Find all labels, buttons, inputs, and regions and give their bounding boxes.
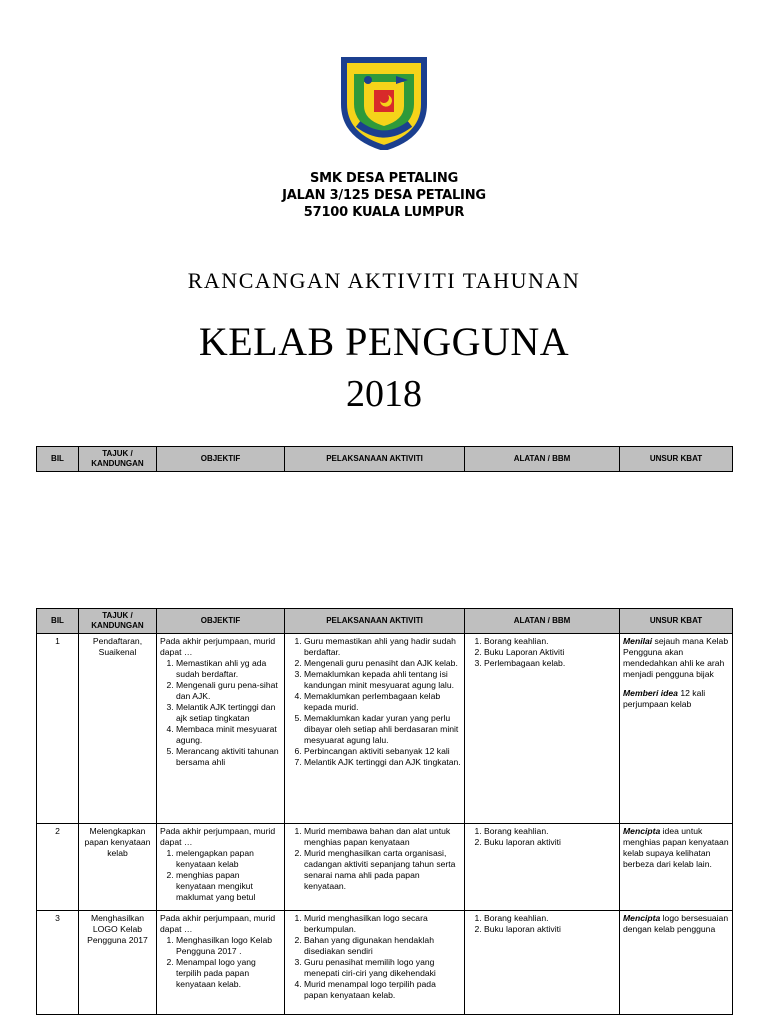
col-header-objektif: OBJEKTIF [157,447,285,472]
list-item: 2. Menampal logo yang terpilih pada papan kenyataan kelab. [176,957,281,990]
table-row [37,824,733,911]
list-item: 2. Bahan yang digunakan hendaklah disediakan sendiri [304,935,461,957]
kbat-text: idea untuk menghias papan kenyataan kelab supaya kelihatan berbeza dari kelab lain. [623,826,729,869]
col-header-pelaksanaan: PELAKSANAAN AKTIVITI [285,609,465,634]
list-item: 4. Membaca minit mesyuarat agung. [176,724,281,746]
list-item: 3. Perlembagaan kelab. [484,658,616,669]
document-year: 2018 [346,373,422,415]
col-header-bil: BIL [37,447,79,472]
objektif-intro: Pada akhir perjumpaan, murid dapat … [160,826,276,847]
school-name: SMK DESA PETALING [309,171,459,186]
row-pelaksanaan [285,634,465,824]
activity-table [36,608,733,1015]
list-item: 4. Murid menampal logo terpilih pada papan kenyataan kelab. [304,979,461,1001]
objektif-intro: Pada akhir perjumpaan, murid dapat … [160,636,276,657]
row-tajuk: Pendaftaran, Suaikenal [79,634,157,824]
list-item: 2. Murid menghasilkan carta organisasi, cadangan aktiviti sepanjang tahun serta senarai nama ahli pada papan kenyataan. [304,848,461,892]
row-alatan [465,634,620,824]
kbat-text: logo bersesuaian dengan kelab pengguna [623,913,729,934]
list-item: 5. Merancang aktiviti tahunan bersama ahli [176,746,281,768]
row-objektif [157,634,285,824]
list-item: 1. Murid menghasilkan logo secara berkumpulan. [304,913,461,935]
col-header-alatan: ALATAN / BBM [465,447,620,472]
list-item: 3. Melantik AJK tertinggi dan ajk setiap tingkatan [176,702,281,724]
kbat-key: Menilai [623,636,653,646]
row-kbat [620,824,733,911]
row-alatan [465,824,620,911]
row-objektif [157,824,285,911]
col-header-pelaksanaan: PELAKSANAAN AKTIVITI [285,447,465,472]
col-header-tajuk: TAJUK / KANDUNGAN [79,447,157,472]
kbat-key: Memberi idea [623,688,678,698]
row-kbat [620,911,733,1015]
list-item: 1. Memastikan ahli yg ada sudah berdaftar. [176,658,281,680]
school-address-line2: 57100 KUALA LUMPUR [303,205,465,220]
col-header-bil: BIL [37,609,79,634]
row-bil: 1 [37,634,79,824]
header-table-top [36,446,733,472]
col-header-tajuk: TAJUK / KANDUNGAN [79,609,157,634]
objektif-intro: Pada akhir perjumpaan, murid dapat … [160,913,276,934]
list-item: 1. Borang keahlian. [484,826,616,837]
table-row [37,634,733,824]
col-header-objektif: OBJEKTIF [157,609,285,634]
list-item: 6. Perbincangan aktiviti sebanyak 12 kali [304,746,461,757]
school-address-line1: JALAN 3/125 DESA PETALING [282,188,486,203]
list-item: 2. Buku laporan aktiviti [484,837,616,848]
table-row [37,911,733,1015]
list-item: 2. Buku Laporan Aktiviti [484,647,616,658]
list-item: 1. Murid membawa bahan dan alat untuk menghias papan kenyataan [304,826,461,848]
list-item: 1. Borang keahlian. [484,636,616,647]
list-item: 2. Mengenali guru penasiht dan AJK kelab. [304,658,461,669]
row-alatan [465,911,620,1015]
row-tajuk: Melengkapkan papan kenyataan kelab [79,824,157,911]
kbat-key: Mencipta [623,913,661,923]
col-header-kbat: UNSUR KBAT [620,447,733,472]
kbat-key: Mencipta [623,826,661,836]
row-bil: 3 [37,911,79,1015]
row-pelaksanaan [285,911,465,1015]
list-item: 1. Menghasilkan logo Kelab Pengguna 2017 . [176,935,281,957]
club-title: KELAB PENGGUNA [198,319,570,364]
kbat-text: sejauh mana Kelab Pengguna akan mendedahkan ahli ke arah menjadi pengguna bijak [623,636,729,679]
row-pelaksanaan [285,824,465,911]
list-item: 3. Memaklumkan kepada ahli tentang isi kandungan minit mesyuarat agung lalu. [304,669,461,691]
list-item: 4. Memaklumkan perlembagaan kelab kepada murid. [304,691,461,713]
col-header-alatan: ALATAN / BBM [465,609,620,634]
row-tajuk: Menghasilkan LOGO Kelab Pengguna 2017 [79,911,157,1015]
list-item: 1. Guru memastikan ahli yang hadir sudah berdaftar. [304,636,461,658]
kbat-text: 12 kali perjumpaan kelab [623,688,706,709]
list-item: 2. menghias papan kenyataan mengikut maklumat yang betul [176,870,281,903]
row-objektif [157,911,285,1015]
list-item: 1. melengapkan papan kenyataan kelab [176,848,281,870]
list-item: 5. Memaklumkan kadar yuran yang perlu dibayar oleh setiap ahli berdasaran minit mesyuarat agung lalu. [304,713,461,746]
list-item: 1. Borang keahlian. [484,913,616,924]
school-crest-logo [338,52,430,150]
col-header-kbat: UNSUR KBAT [620,609,733,634]
list-item: 2. Mengenali guru pena-sihat dan AJK. [176,680,281,702]
list-item: 7. Melantik AJK tertinggi dan AJK tingkatan. [304,757,461,768]
list-item: 2. Buku laporan aktiviti [484,924,616,935]
document-subtitle: RANCANGAN AKTIVITI TAHUNAN [187,268,581,293]
row-bil: 2 [37,824,79,911]
row-kbat [620,634,733,824]
list-item: 3. Guru penasihat memilih logo yang menepati ciri-ciri yang dikehendaki [304,957,461,979]
